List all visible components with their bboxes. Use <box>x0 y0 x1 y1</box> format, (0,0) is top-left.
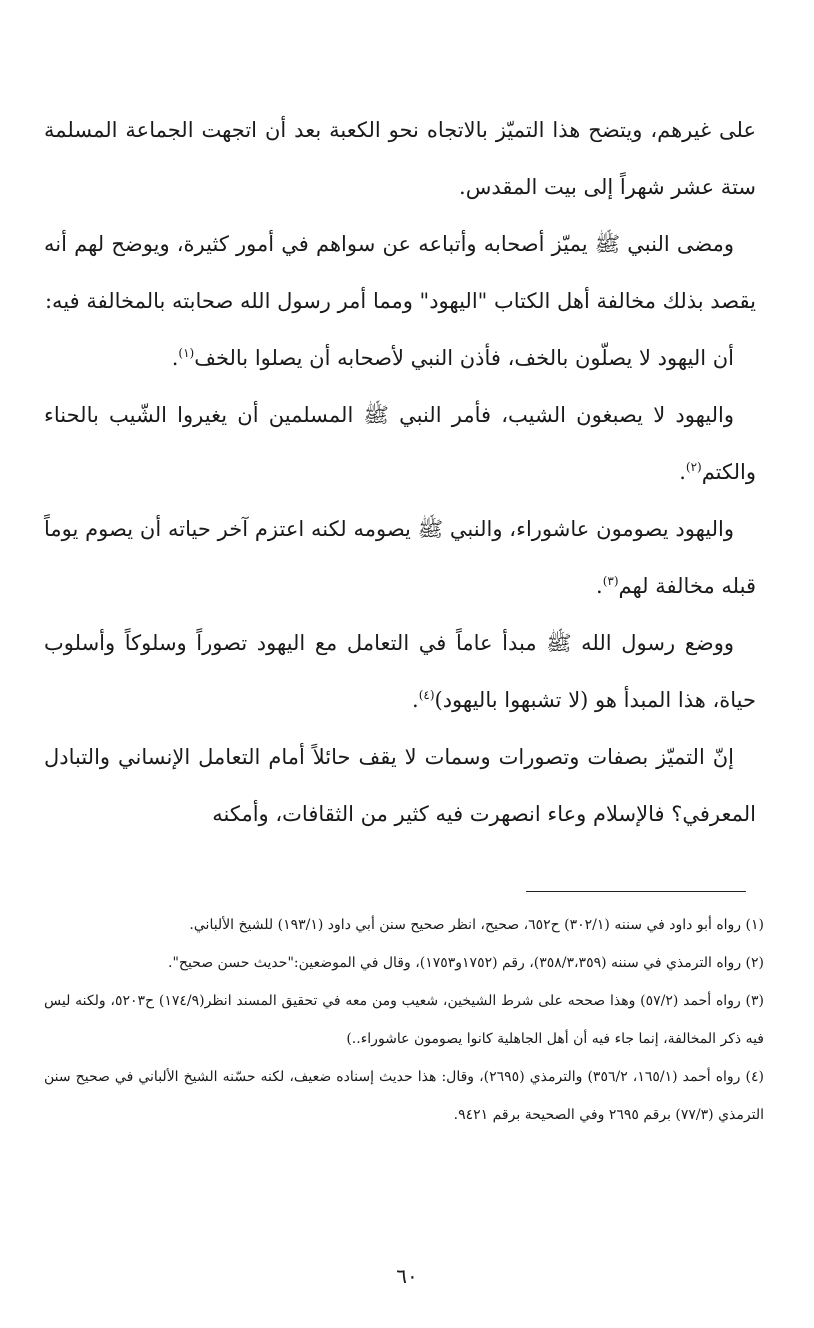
footnote-text: رواه الترمذي في سننه (٣٥٨/٣،٣٥٩)، رقم (١٧٥٢و١٧٥٣)، وقال في الموضعين:"حديث حسن صحيح". <box>168 955 742 971</box>
footnote-ref: (٣) <box>602 574 619 588</box>
footnote <box>44 944 764 982</box>
footnote <box>44 982 764 1058</box>
footnote-text: رواه أحمد (١٦٥/١، ٣٥٦/٢) والترمذي (٢٦٩٥)، وقال: هذا حديث إسناده ضعيف، لكنه حسّنه الشيخ الألباني في صحيح سنن الترمذي (٧٧/٣) برقم ٢٦٩٥ وفي الصحيحة برقم ٩٤٢١. <box>44 1069 764 1123</box>
footnotes <box>44 906 764 1134</box>
footnote-ref: (١) <box>178 346 195 360</box>
footnote-ref: (٢) <box>685 460 702 474</box>
footnote-text: رواه أحمد (٥٧/٢) وهذا صححه على شرط الشيخين، شعيب ومن معه في تحقيق المسند انظر(١٧٤/٩) ح٥٢٠٣، ولكنه ليس فيه ذكر المخالفة، إنما جاء فيه أن أهل الجاهلية كانوا يصومون عاشوراء..) <box>44 993 764 1047</box>
main-text <box>44 102 756 843</box>
footnote-separator <box>526 891 746 892</box>
paragraph: على غيرهم، ويتضح هذا التميّز بالاتجاه نحو الكعبة بعد أن اتجهت الجماعة المسلمة ستة عشر شهراً إلى بيت المقدس. <box>44 118 756 199</box>
paragraph: واليهود يصومون عاشوراء، والنبي ﷺ يصومه لكنه اعتزم آخر حياته أن يصوم يوماً قبله مخالفة لهم$^{(٣)}$. <box>44 517 756 598</box>
footnote-number: (١) <box>745 917 764 933</box>
paragraph: إنّ التميّز بصفات وتصورات وسمات لا يقف حائلاً أمام التعامل الإنساني والتبادل المعرفي؟ فالإسلام وعاء انصهرت فيه كثير من الثقافات، وأمكنه <box>44 745 756 826</box>
paragraph: ومضى النبي ﷺ يميّز أصحابه وأتباعه عن سواهم في أمور كثيرة، ويوضح لهم أنه يقصد بذلك مخالفة أهل الكتاب "اليهود" ومما أمر رسول الله صحابته بالمخالفة فيه: <box>44 232 756 313</box>
footnote-number: (٤) <box>745 1069 764 1085</box>
paragraph: أن اليهود لا يصلّون بالخف، فأذن النبي لأصحابه أن يصلوا بالخف$^{(١)}$. <box>171 346 734 370</box>
footnote-number: (٣) <box>745 993 765 1009</box>
footnote-number: (٢) <box>745 955 764 971</box>
footnote <box>44 1058 764 1134</box>
paragraph: ووضع رسول الله ﷺ مبدأ عاماً في التعامل مع اليهود تصوراً وسلوكاً وأسلوب حياة، هذا المبدأ هو (لا تشبهوا باليهود)$^{(٤)}$. <box>44 631 756 712</box>
footnote-ref: (٤) <box>418 688 435 702</box>
paragraph: واليهود لا يصبغون الشيب، فأمر النبي ﷺ المسلمين أن يغيروا الشّيب بالحناء والكتم$^{(٢)}$. <box>44 403 756 484</box>
footnote <box>44 906 764 944</box>
page-number: ٦٠ <box>396 1264 418 1288</box>
footnote-text: رواه أبو داود في سننه (٣٠٢/١) ح٦٥٢، صحيح، انظر صحيح سنن أبي داود (١٩٣/١) للشيخ الألباني. <box>189 917 742 933</box>
